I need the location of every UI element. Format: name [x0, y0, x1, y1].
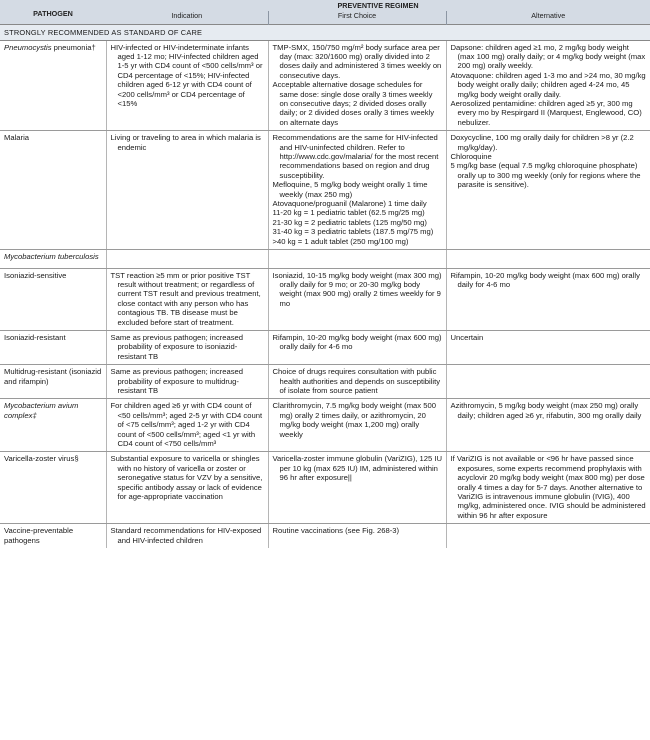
- alternative-text: Aerosolized pentamidine: children aged ≥5 yr, 300 mg every mo by Respirgard II (Marquest, Englewood, CO) nebulizer.: [450, 99, 642, 127]
- indication-cell: [106, 40, 268, 131]
- first-choice-text: 31-40 kg = 3 pediatric tablets (187.5 mg/75 mg): [272, 227, 434, 237]
- first-choice-text: Recommendations are the same for HIV-infected and HIV-uninfected children. Refer to http://www.cdc.gov/malaria/ for the most recent recommendations based on region and drug susceptibility.: [272, 133, 439, 180]
- alternative-cell: [446, 40, 650, 131]
- alternative-cell: [446, 250, 650, 268]
- alternative-cell: [446, 131, 650, 250]
- pathogen-cell: Malaria: [0, 131, 106, 250]
- alternative-text: Chloroquine: [450, 152, 492, 162]
- table-row: [0, 268, 650, 330]
- first-choice-cell: [268, 250, 446, 268]
- pathogen-cell: Multidrug-resistant (isoniazid and rifampin): [0, 365, 106, 399]
- header-first-choice: First Choice: [268, 11, 446, 24]
- alternative-text: If VariZIG is not available or <96 hr have passed since exposures, some experts recommend prophylaxis with acyclovir 20 mg/kg body weight (max 800 mg) per dose orally 4 times a day for 5-7 days. Another alternative to VariZIG is intravenous immune globulin (IVIG), 400 mg/kg, administered once. IVIG should be administered within 96 hr after exposure: [450, 454, 646, 520]
- first-choice-cell: [268, 40, 446, 131]
- header-indication: Indication: [106, 11, 268, 24]
- first-choice-text: >40 kg = 1 adult tablet (250 mg/100 mg): [272, 236, 409, 246]
- first-choice-cell: [268, 365, 446, 399]
- pathogen-cell: Varicella-zoster virus§: [0, 452, 106, 524]
- first-choice-text: Choice of drugs requires consultation with public health authorities and depends on susceptibility of isolate from source patient: [272, 367, 441, 395]
- indication-text: Same as previous pathogen; increased probability of exposure to isoniazid-resistant TB: [110, 332, 244, 361]
- indication-cell: [106, 399, 268, 452]
- first-choice-text: 21-30 kg = 2 pediatric tablets (125 mg/50 mg): [272, 217, 427, 227]
- alternative-text: Uncertain: [450, 332, 484, 342]
- first-choice-cell: [268, 524, 446, 548]
- first-choice-text: Atovaquone/proguanil (Malarone) 1 time daily: [272, 199, 427, 209]
- indication-text: For children aged ≥6 yr with CD4 count of <50 cells/mm³; aged 2-5 yr with CD4 count of <75 cells/mm³; aged 1-2 yr with CD4 count of <500 cells/mm³; aged <1 yr with CD4 count of <750 cells/mm³: [110, 401, 263, 448]
- alternative-cell: [446, 524, 650, 548]
- pathogen-cell: Mycobacterium tuberculosis: [0, 250, 106, 268]
- pathogen-cell: Isoniazid-resistant: [0, 330, 106, 364]
- alternative-text: Doxycycline, 100 mg orally daily for children >8 yr (2.2 mg/kg/day).: [450, 133, 634, 152]
- alternative-cell: [446, 452, 650, 524]
- table-row: [0, 399, 650, 452]
- indication-text: Same as previous pathogen; increased probability of exposure to multidrug-resistant TB: [110, 367, 244, 395]
- alternative-cell: [446, 365, 650, 399]
- first-choice-cell: [268, 268, 446, 330]
- first-choice-text: Clarithromycin, 7.5 mg/kg body weight (max 500 mg) orally 2 times daily, or azithromycin, 20 mg/kg body weight (max 1,200 mg) orally weekly: [272, 401, 436, 439]
- indication-cell: [106, 524, 268, 548]
- first-choice-cell: [268, 330, 446, 364]
- table-row: [0, 250, 650, 268]
- section-row: [0, 24, 650, 40]
- pathogen-cell: Vaccine-preventable pathogens: [4, 526, 74, 545]
- indication-cell: [106, 452, 268, 524]
- header-preventive-regimen: PREVENTIVE REGIMEN: [106, 0, 650, 11]
- indication-cell: [106, 365, 268, 399]
- first-choice-text: Rifampin, 10-20 mg/kg body weight (max 600 mg) orally daily for 4-6 mo: [272, 332, 442, 352]
- indication-cell: [106, 250, 268, 268]
- indication-text: TST reaction ≥5 mm or prior positive TST result without treatment; or regardless of current TST result and previous treatment, close contact with any person who has contagious TB. TB disease must be excluded before start of treatment.: [110, 270, 261, 327]
- alternative-text: Dapsone: children aged ≥1 mo, 2 mg/kg body weight (max 100 mg) orally daily; or 4 mg/kg body weight (max 200 mg) orally weekly.: [450, 42, 646, 71]
- indication-text: HIV-infected or HIV-indeterminate infants aged 1-12 mo; HIV-infected children aged 1-5 yr with CD4 count of <500 cells/mm³ or CD4 percentage of <15%; HIV-infected children aged 6-12 yr with CD4 count of <200 cells/mm³ or CD4 percentage of <15%: [110, 42, 263, 108]
- first-choice-text: Varicella-zoster immune globulin (VariZIG), 125 IU per 10 kg (max 625 IU) IM, administered within 96 hr after exposure||: [272, 454, 443, 483]
- table-row: [0, 365, 650, 399]
- first-choice-text: Isoniazid, 10-15 mg/kg body weight (max 300 mg) orally daily for 9 mo; or 20-30 mg/kg body weight (max 900 mg) orally 2 times weekly for 9 mo: [272, 270, 442, 308]
- first-choice-cell: [268, 452, 446, 524]
- table-row: [0, 524, 650, 548]
- pathogen-cell: [0, 40, 106, 131]
- indication-cell: [106, 131, 268, 250]
- alternative-cell: [446, 268, 650, 330]
- first-choice-cell: [268, 399, 446, 452]
- table-row: [0, 330, 650, 364]
- first-choice-text: 11-20 kg = 1 pediatric tablet (62.5 mg/25 mg): [272, 208, 425, 218]
- table-row: [0, 40, 650, 131]
- table-row: [0, 452, 650, 524]
- first-choice-text: TMP-SMX, 150/750 mg/m² body surface area per day (max: 320/1600 mg) orally divided into 2 doses daily and administered 3 times weekly on consecutive days.: [272, 42, 442, 80]
- pathogen-cell: Isoniazid-sensitive: [0, 268, 106, 330]
- alternative-text: Atovaquone: children aged 1-3 mo and >24 mo, 30 mg/kg body weight orally daily; children aged 4-24 mo, 45 mg/kg body weight orally daily.: [450, 70, 646, 99]
- pathogen-cell: Mycobacterium avium complex‡: [0, 399, 106, 452]
- pathogen-name-rest: pneumonia†: [51, 42, 96, 52]
- first-choice-cell: [268, 131, 446, 250]
- first-choice-text: Mefloquine, 5 mg/kg body weight orally 1 time weekly (max 250 mg): [272, 180, 428, 199]
- alternative-text: 5 mg/kg base (equal 7.5 mg/kg chloroquine phosphate) orally up to 300 mg weekly (only for regions where the parasite is sensitive).: [450, 161, 641, 190]
- alternative-cell: [446, 399, 650, 452]
- alternative-text: Azithromycin, 5 mg/kg body weight (max 250 mg) orally daily; children aged ≥6 yr, rifabutin, 300 mg orally daily: [450, 401, 642, 420]
- header-alternative: Alternative: [446, 11, 650, 24]
- indication-cell: [106, 330, 268, 364]
- first-choice-text: Routine vaccinations (see Fig. 268-3): [272, 526, 400, 536]
- indication-cell: [106, 268, 268, 330]
- section-title: STRONGLY RECOMMENDED AS STANDARD OF CARE: [0, 24, 650, 40]
- alternative-text: Rifampin, 10-20 mg/kg body weight (max 600 mg) orally daily for 4-6 mo: [450, 270, 640, 289]
- header-row-1: [0, 0, 650, 11]
- first-choice-text: Acceptable alternative dosage schedules for same dose: single dose orally 3 times weekly on consecutive days; 2 divided doses orally daily; or 2 divided doses orally 3 times weekly on alternate days: [272, 80, 435, 127]
- table-row: [0, 131, 650, 250]
- indication-text: Substantial exposure to varicella or shingles with no history of varicella or zoster or seronegative status for VZV by a sensitive, specific antibody assay or lack of evidence for age-appropriate vaccination: [110, 454, 263, 502]
- alternative-cell: [446, 330, 650, 364]
- indication-text: Standard recommendations for HIV-exposed and HIV-infected children: [110, 526, 262, 545]
- indication-text: Living or traveling to area in which malaria is endemic: [110, 133, 261, 152]
- pathogen-name-italic: Pneumocystis: [4, 42, 52, 52]
- header-pathogen: PATHOGEN: [0, 0, 106, 24]
